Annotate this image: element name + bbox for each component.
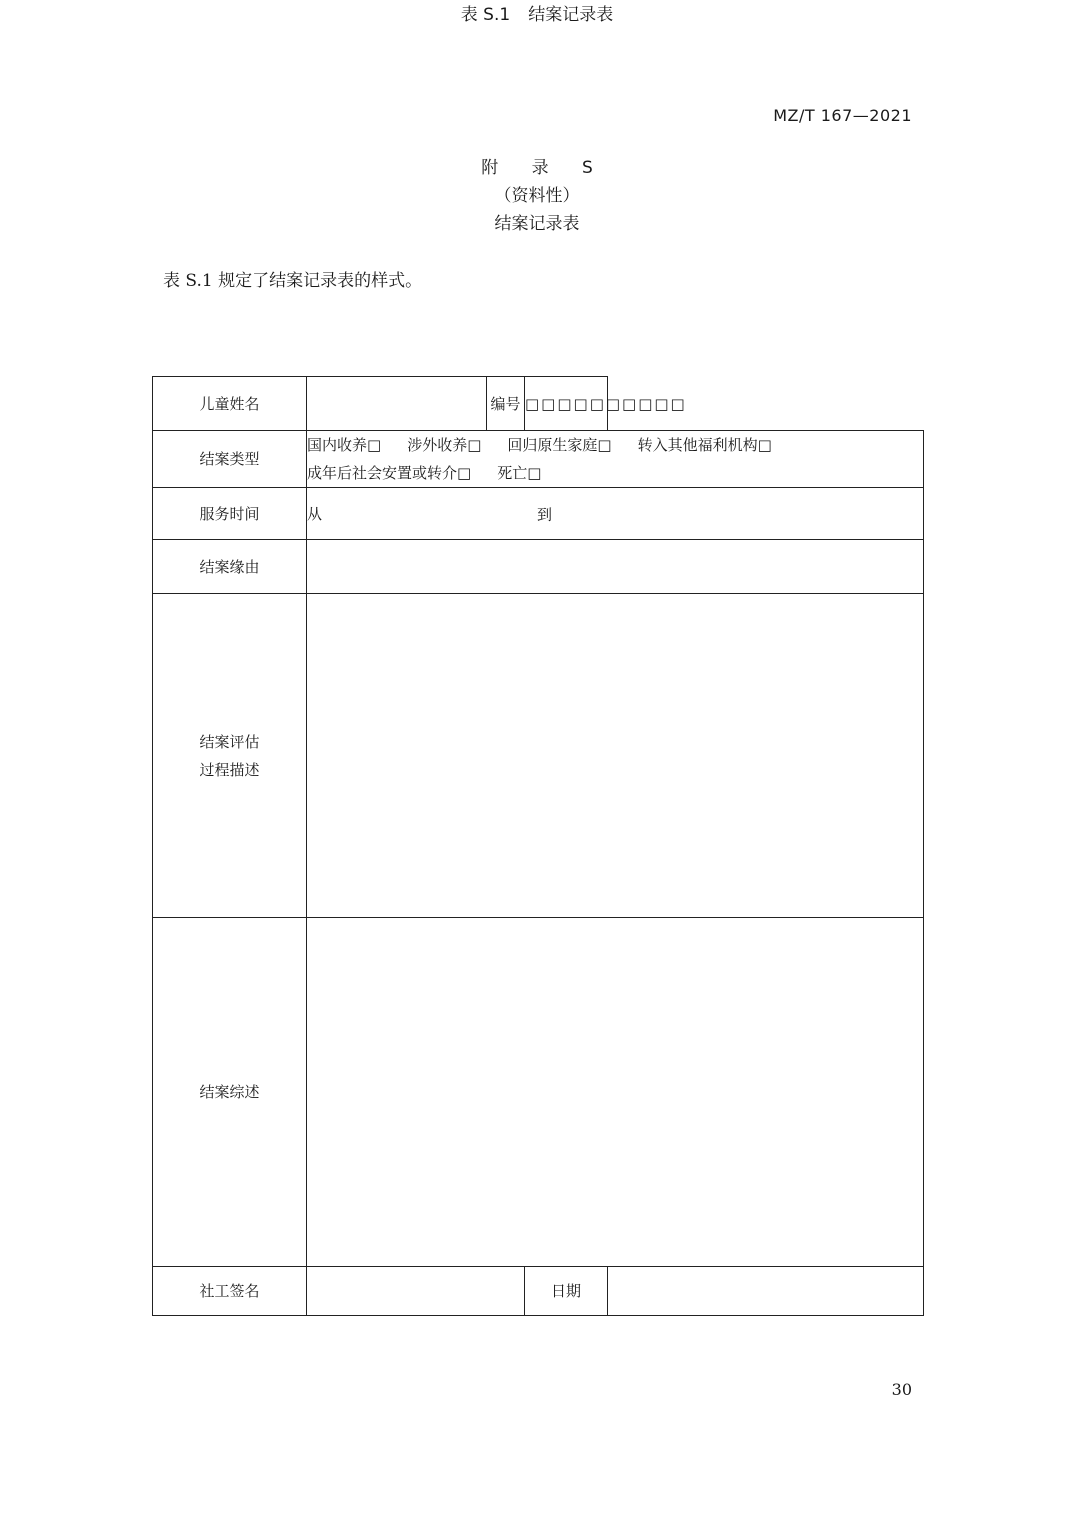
date-label: 日期 bbox=[525, 1267, 608, 1316]
page-number: 30 bbox=[891, 1380, 912, 1399]
table-row bbox=[153, 488, 924, 540]
assessment-process-field[interactable] bbox=[307, 594, 924, 918]
closure-type-options bbox=[307, 431, 924, 488]
service-time-field[interactable] bbox=[307, 488, 924, 540]
option-death[interactable]: 死亡□ bbox=[497, 464, 542, 482]
service-time-label: 服务时间 bbox=[153, 488, 307, 540]
option-transfer-institution[interactable]: 转入其他福利机构□ bbox=[637, 436, 772, 454]
table-row bbox=[153, 1267, 924, 1316]
table-row bbox=[153, 918, 924, 1267]
intro-paragraph: 表 S.1 规定了结案记录表的样式。 bbox=[163, 271, 423, 291]
standard-code: MZ/T 167—2021 bbox=[773, 106, 912, 125]
closure-summary-label: 结案综述 bbox=[153, 918, 307, 1267]
table-row bbox=[153, 377, 924, 431]
table-caption-number: 表 S.1 bbox=[460, 5, 511, 25]
assessment-process-label bbox=[153, 594, 307, 918]
table-caption-title: 结案记录表 bbox=[528, 5, 614, 25]
option-domestic-adoption[interactable]: 国内收养□ bbox=[307, 436, 382, 454]
child-name-label: 儿童姓名 bbox=[153, 377, 307, 431]
option-return-family[interactable]: 回归原生家庭□ bbox=[507, 436, 612, 454]
appendix-title: 结案记录表 bbox=[494, 214, 580, 234]
case-number-boxes[interactable]: □□□□□□□□□□ bbox=[525, 377, 608, 431]
closure-summary-field[interactable] bbox=[307, 918, 924, 1267]
service-time-to: 到 bbox=[537, 505, 553, 523]
table-caption bbox=[0, 0, 1074, 25]
table-row bbox=[153, 594, 924, 918]
table-row bbox=[153, 431, 924, 488]
appendix-nature: （资料性） bbox=[494, 186, 580, 206]
table-row bbox=[153, 540, 924, 594]
option-adult-placement[interactable]: 成年后社会安置或转介□ bbox=[307, 464, 472, 482]
closure-reason-label: 结案缘由 bbox=[153, 540, 307, 594]
date-field[interactable] bbox=[608, 1267, 924, 1316]
appendix-label: 附 录 S bbox=[481, 158, 607, 178]
assessment-label-line1: 结案评估 bbox=[199, 732, 260, 751]
social-worker-sign-label: 社工签名 bbox=[153, 1267, 307, 1316]
case-closure-form bbox=[152, 376, 924, 1316]
social-worker-sign-field[interactable] bbox=[307, 1267, 525, 1316]
assessment-label-line2: 过程描述 bbox=[199, 760, 260, 779]
service-time-from: 从 bbox=[307, 505, 323, 523]
closure-type-label: 结案类型 bbox=[153, 431, 307, 488]
closure-reason-field[interactable] bbox=[307, 540, 924, 594]
option-foreign-adoption[interactable]: 涉外收养□ bbox=[407, 436, 482, 454]
child-name-field[interactable] bbox=[307, 377, 487, 431]
case-number-label: 编号 bbox=[487, 377, 525, 431]
